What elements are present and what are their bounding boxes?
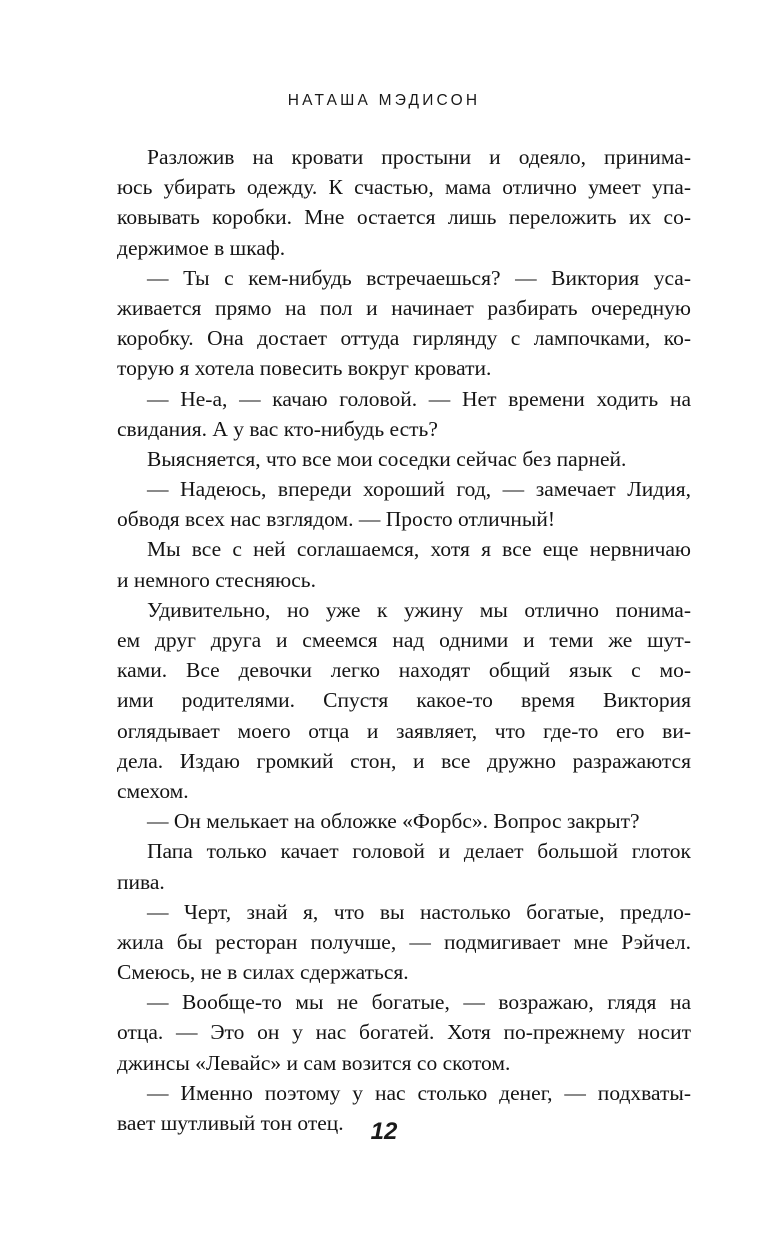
text-line: ковывать коробки. Мне остается лишь переложить их со- [117,205,691,230]
text-line: вает шутливый тон отец. [117,1111,344,1135]
text-line: коробку. Она достает оттуда гирлянду с лампочками, ко- [117,326,691,351]
page-number: 12 [370,1118,398,1145]
text-line: — Надеюсь, впереди хороший год, — замечает Лидия, [147,477,691,502]
text-line: Папа только качает головой и делает большой глоток [147,839,691,864]
text-line: пива. [117,869,165,894]
text-line: джинсы «Левайс» и сам возится со скотом. [117,1050,511,1075]
text-line: — Не-а, — качаю головой. — Нет времени ходить на [147,386,691,411]
text-line: — Именно поэтому у нас столько денег, — подхваты- [147,1080,691,1105]
text-line: живается прямо на пол и начинает разбирать очередную [117,295,691,320]
text-line: Выясняется, что все мои соседки сейчас без парней. [147,446,627,471]
text-line: юсь убирать одежду. К счастью, мама отлично умеет упа- [117,175,691,200]
text-line: — Черт, знай я, что вы настолько богатые, предло- [147,899,691,924]
text-line: торую я хотела повесить вокруг кровати. [117,356,492,381]
body-text [117,142,691,1138]
text-line: Удивительно, но уже к ужину мы отлично понима- [147,597,691,622]
text-line: свидания. А у вас кто-нибудь есть? [117,416,438,441]
text-line: смехом. [117,778,189,803]
text-line: держимое в шкаф. [117,235,286,260]
text-line: — Вообще-то мы не богатые, — возражаю, глядя на [147,990,691,1015]
text-line: ими родителями. Спустя какое-то время Виктория [117,688,691,713]
text-line: и немного стесняюсь. [117,567,316,592]
text-line: обводя всех нас взглядом. — Просто отличный! [117,507,556,532]
text-line: ками. Все девочки легко находят общий язык с мо- [117,658,691,683]
text-line: жила бы ресторан получше, — подмигивает мне Рэйчел. [117,929,691,954]
text-line: — Ты с кем-нибудь встречаешься? — Виктория уса- [147,265,691,290]
text-line: Разложив на кровати простыни и одеяло, принима- [147,145,691,169]
text-line: — Он мелькает на обложке «Форбс». Вопрос закрыт? [147,809,640,834]
running-head-author: НАТАША МЭДИСОН [287,92,481,109]
text-line: отца. — Это он у нас богатей. Хотя по-прежнему носит [117,1020,691,1045]
text-line: оглядывает моего отца и заявляет, что где-то его ви- [117,718,691,743]
text-line: ем друг друга и смеемся над одними и теми же шут- [117,628,691,652]
text-line: Мы все с ней соглашаемся, хотя я все еще нервничаю [147,537,691,562]
text-line: дела. Издаю громкий стон, и все дружно разражаются [117,748,691,773]
text-line: Смеюсь, не в силах сдержаться. [117,960,409,985]
